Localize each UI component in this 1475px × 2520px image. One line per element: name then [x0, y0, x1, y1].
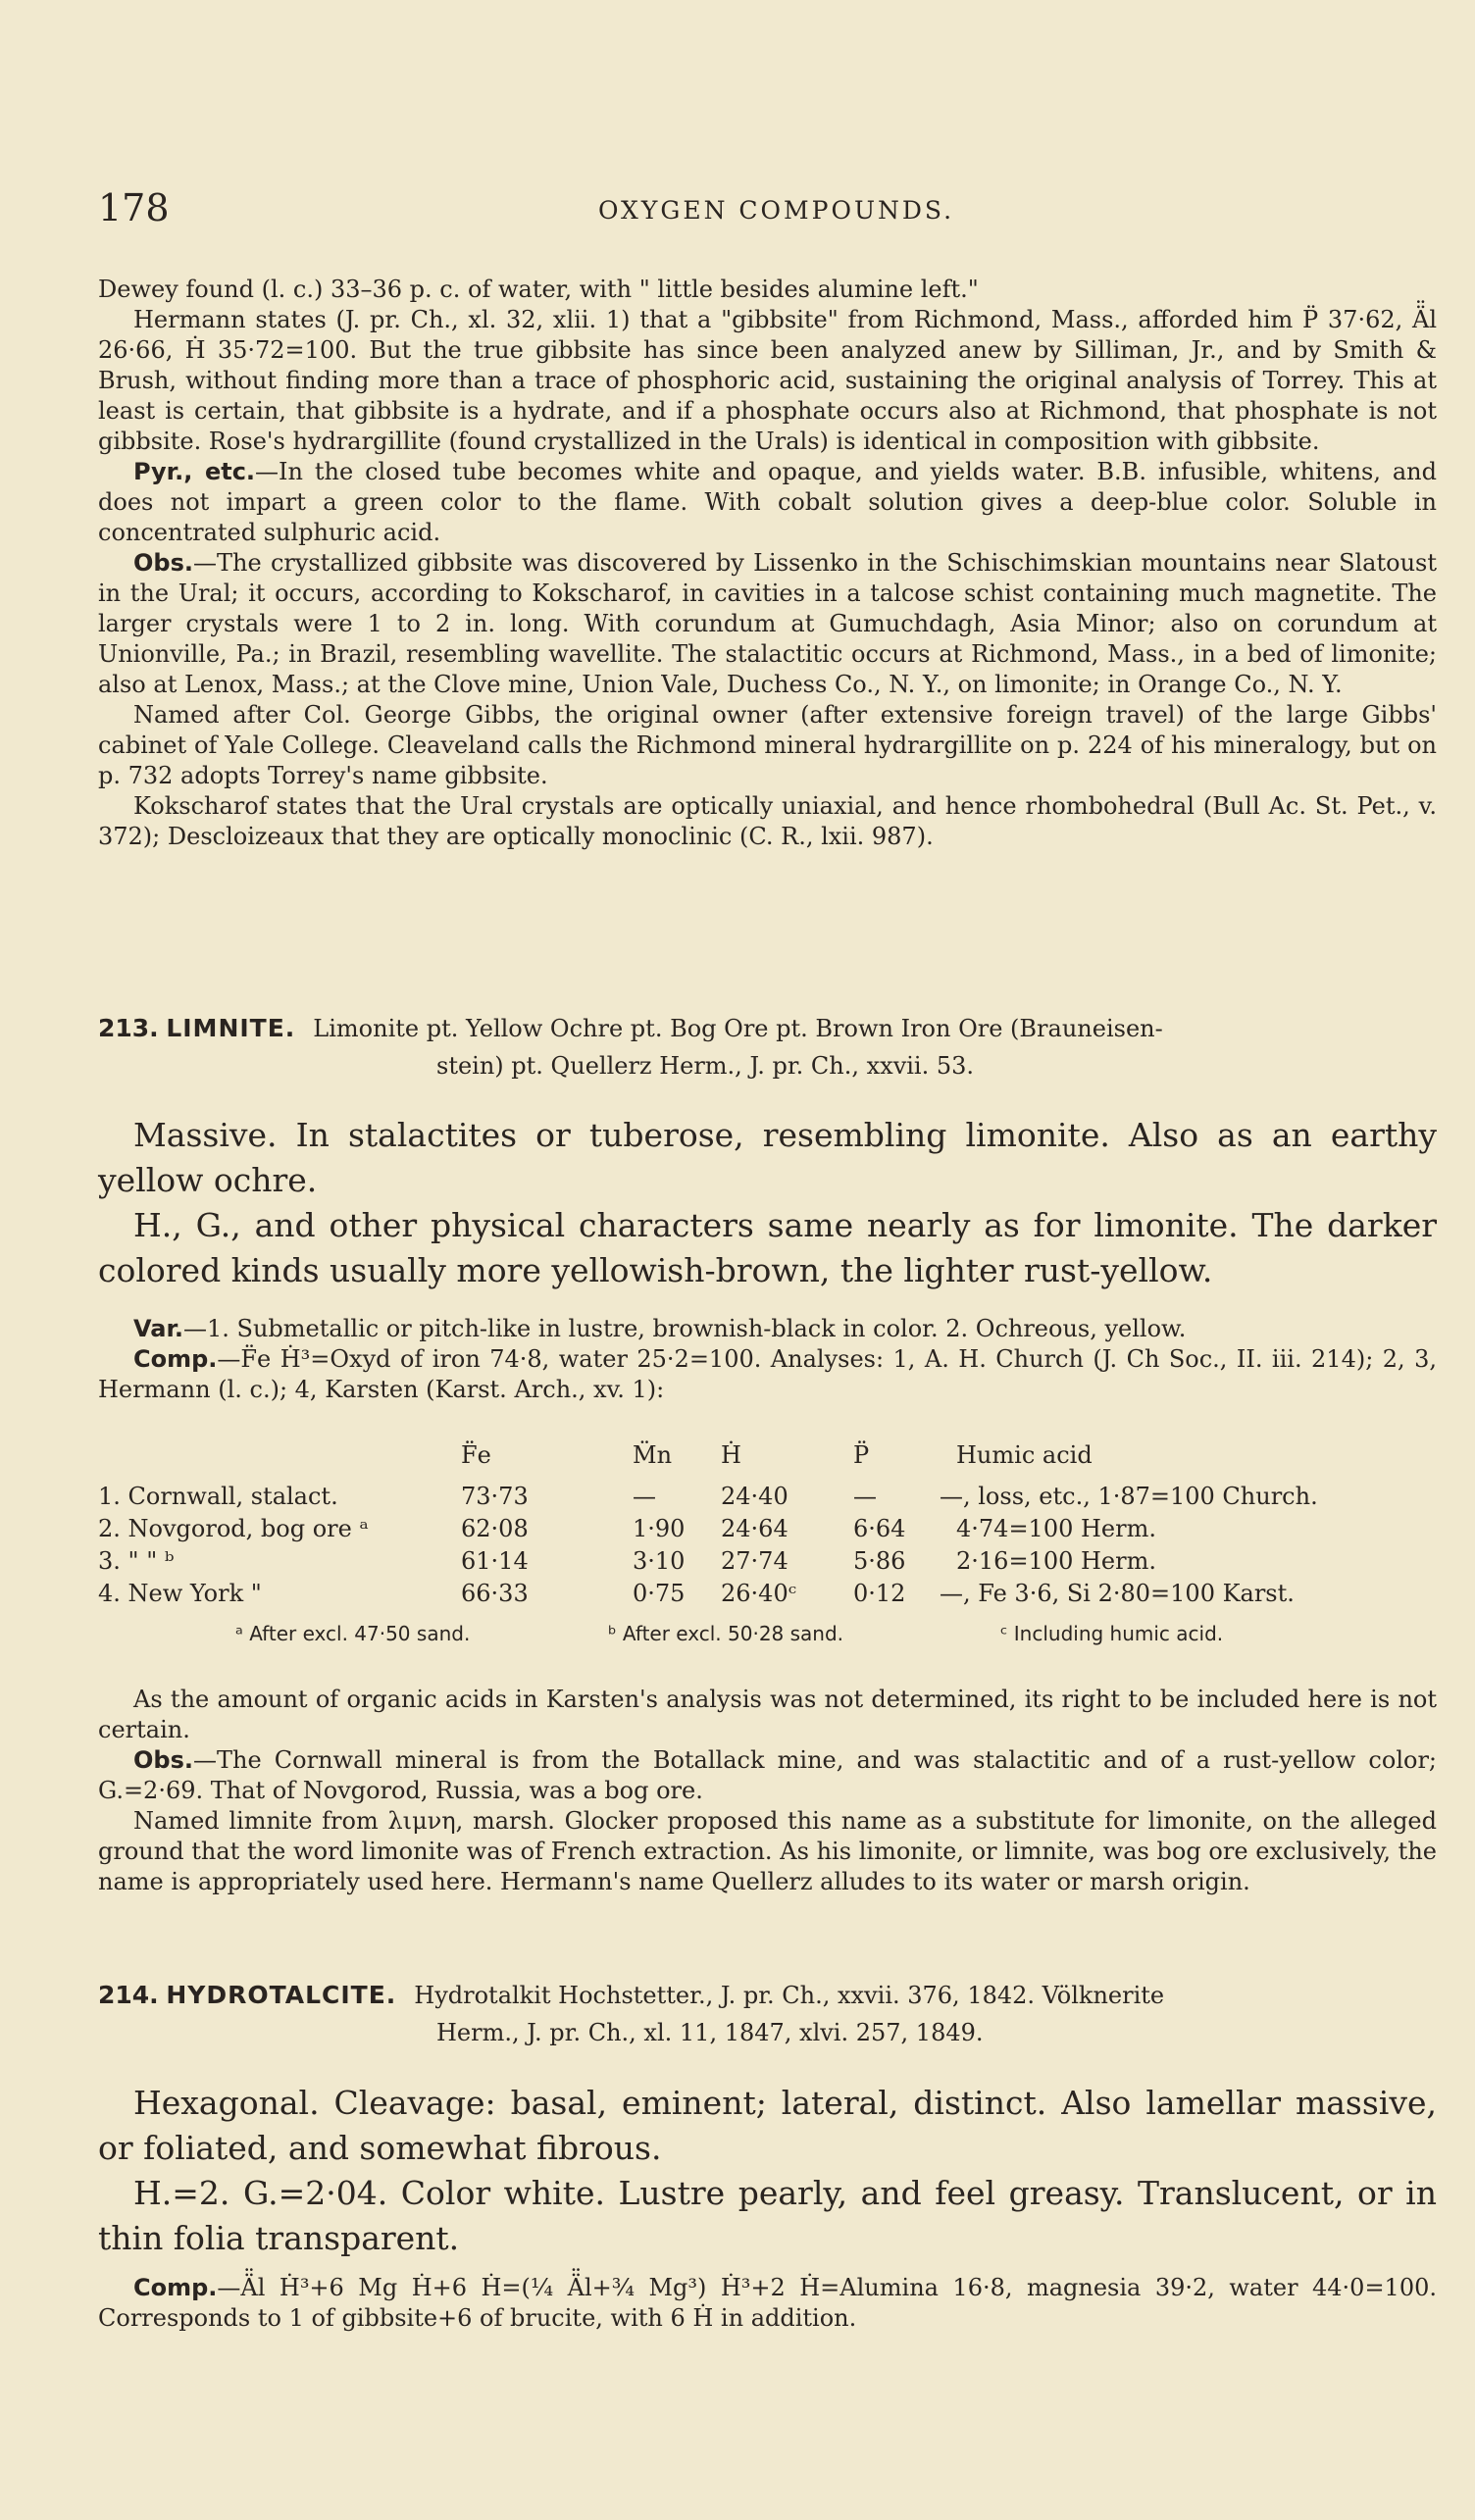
- column-header: P̈: [853, 1441, 870, 1469]
- table-header-row: [98, 1441, 1451, 1483]
- paragraph-named-after: Named after Col. George Gibbs, the original owner (after extensive foreign travel) of the large Gibbs' cabinet of Yale College. Cleaveland calls the Richmond mineral hydrargillite on p. 224 of his mineralogy, but on p. 732 adopts Torrey's name gibbsite.: [98, 701, 1437, 789]
- table-row: [98, 1483, 1451, 1515]
- table-cell: 2·16=100 Herm.: [956, 1547, 1156, 1575]
- entry-heading-hydrotalcite: [98, 1977, 1442, 2051]
- section-text: —1. Submetallic or pitch-like in lustre, brownish-black in color. 2. Ochreous, yellow.: [183, 1315, 1187, 1342]
- row-label: 3. " " ᵇ: [98, 1547, 175, 1575]
- table-cell: 27·74: [721, 1547, 788, 1575]
- paragraph-organic-acids: As the amount of organic acids in Karsten's analysis was not determined, its right to be included here is not certain.: [98, 1686, 1437, 1743]
- description-paragraph: H., G., and other physical characters same nearly as for limonite. The darker colored kinds usually more yellowish-brown, the lighter rust-yellow.: [98, 1206, 1437, 1289]
- section-text: —F̈e Ḣ³=Oxyd of iron 74·8, water 25·2=100. Analyses: 1, A. H. Church (J. Ch Soc., II. iii. 214); 2, 3, Hermann (l. c.); 4, Karsten (Karst. Arch., xv. 1):: [98, 1345, 1437, 1403]
- section-lead: Comp.: [133, 1345, 218, 1373]
- table-cell: 6·64: [853, 1515, 906, 1542]
- entry-number: 214.: [98, 1981, 159, 2009]
- paragraph-hermann: Hermann states (J. pr. Ch., xl. 32, xlii. 1) that a "gibbsite" from Richmond, Mass., afforded him P̈ 37·62, Ä̈l 26·66, Ḣ 35·72=100. But the true gibbsite has since been analyzed anew by Silliman, Jr., and by Smith & Brush, without finding more than a trace of phosphoric acid, sustaining the original analysis of Torrey. This at least is certain, that gibbsite is a hydrate, and if a phosphate occurs also at Richmond, that phosphate is not gibbsite. Rose's hydrargillite (found crystallized in the Urals) is identical in composition with gibbsite.: [98, 306, 1437, 455]
- table-cell: —: [853, 1483, 877, 1510]
- table-cell: 62·08: [461, 1515, 529, 1542]
- table-row: [98, 1580, 1451, 1612]
- description-paragraph: Massive. In stalactites or tuberose, resembling limonite. Also as an earthy yellow ochre.: [98, 1116, 1437, 1199]
- paragraph-observations: [98, 1745, 1437, 1806]
- section-text: —In the closed tube becomes white and opaque, and yields water. B.B. infusible, whitens, and does not impart a green color to the flame. With cobalt solution gives a deep-blue color. Soluble in concentrated sulphuric acid.: [98, 458, 1437, 546]
- analyses-table: [98, 1441, 1451, 1661]
- page-header: [98, 186, 1422, 235]
- table-cell: 1·90: [633, 1515, 686, 1542]
- section-text: —Ä̈l Ḣ³+6 Mg Ḣ+6 Ḣ=(¼ Ä̈l+¾ Mg³) Ḣ³+2 Ḣ=Alumina 16·8, magnesia 39·2, water 44·0=100. Corresponds to 1 of gibbsite+6 of brucite, with 6 Ḣ in addition.: [98, 2274, 1437, 2332]
- table-cell: —: [633, 1483, 656, 1510]
- table-cell: 24·40: [721, 1483, 788, 1510]
- section-lead: Obs.: [133, 1746, 193, 1774]
- column-header: F̈e: [461, 1441, 491, 1469]
- row-label: 4. New York ": [98, 1580, 262, 1607]
- paragraph-kokscharof: Kokscharof states that the Ural crystals are optically uniaxial, and hence rhombohedral (Bull Ac. St. Pet., v. 372); Descloizeaux that they are optically monoclinic (C. R., lxii. 987).: [98, 792, 1437, 850]
- column-header: Humic acid: [956, 1441, 1093, 1469]
- table-cell: 24·64: [721, 1515, 788, 1542]
- footnote: ᵇ After excl. 50·28 sand.: [608, 1622, 844, 1645]
- table-footnotes: [98, 1622, 1451, 1661]
- entry-heading-limnite: [98, 1010, 1442, 1084]
- section-lead: Pyr., etc.: [133, 458, 256, 485]
- table-cell: 5·86: [853, 1547, 906, 1575]
- table-cell: —, Fe 3·6, Si 2·80=100 Karst.: [940, 1580, 1295, 1607]
- gibbsite-continuation: [98, 275, 1437, 852]
- section-lead: Var.: [133, 1315, 183, 1342]
- entry-number: 213.: [98, 1014, 159, 1042]
- table-cell: —, loss, etc., 1·87=100 Church.: [940, 1483, 1318, 1510]
- paragraph-named: Named limnite from λιμνη, marsh. Glocker proposed this name as a substitute for limonite, on the alleged ground that the word limonite was of French extraction. As his limonite, or limnite, was bog ore exclusively, the name is appropriately used here. Hermann's name Quellerz alludes to its water or marsh origin.: [98, 1807, 1437, 1895]
- section-text: —The Cornwall mineral is from the Botallack mine, and was stalactitic and of a rust-yellow color; G.=2·69. That of Novgorod, Russia, was a bog ore.: [98, 1746, 1437, 1804]
- table-cell: 66·33: [461, 1580, 529, 1607]
- entry-name: HYDROTALCITE.: [166, 1981, 397, 2009]
- entry-name: LIMNITE.: [166, 1014, 296, 1042]
- description-paragraph: H.=2. G.=2·04. Color white. Lustre pearly, and feel greasy. Translucent, or in thin folia transparent.: [98, 2174, 1437, 2257]
- table-cell: 26·40ᶜ: [721, 1580, 797, 1607]
- entry-synonyms-continued: stein) pt. Quellerz Herm., J. pr. Ch., xxvii. 53.: [436, 1052, 975, 1080]
- row-label: 2. Novgorod, bog ore ᵃ: [98, 1515, 369, 1542]
- section-lead: Comp.: [133, 2274, 218, 2301]
- page-number: 178: [98, 186, 170, 229]
- entry-synonyms: Hydrotalkit Hochstetter., J. pr. Ch., xxvii. 376, 1842. Völknerite: [414, 1982, 1165, 2009]
- paragraph-composition: [98, 2273, 1437, 2334]
- paragraph-dewey: Dewey found (l. c.) 33–36 p. c. of water, with " little besides alumine left.": [98, 276, 979, 303]
- paragraph-pyrognostics: [98, 457, 1437, 548]
- table-row: [98, 1547, 1451, 1580]
- table-cell: 3·10: [633, 1547, 686, 1575]
- row-label: 1. Cornwall, stalact.: [98, 1483, 338, 1510]
- limnite-description: [98, 1113, 1437, 1293]
- hydrotalcite-composition: [98, 2273, 1437, 2334]
- column-header: M̈n: [633, 1441, 673, 1469]
- entry-synonyms: Limonite pt. Yellow Ochre pt. Bog Ore pt. Brown Iron Ore (Brauneisen-: [313, 1015, 1163, 1042]
- paragraph-observations: [98, 548, 1437, 700]
- table-cell: 61·14: [461, 1547, 529, 1575]
- footnote: ᵃ After excl. 47·50 sand.: [235, 1622, 471, 1645]
- table-cell: 4·74=100 Herm.: [956, 1515, 1156, 1542]
- entry-synonyms-continued: Herm., J. pr. Ch., xl. 11, 1847, xlvi. 257, 1849.: [436, 2019, 984, 2046]
- section-lead: Obs.: [133, 549, 193, 577]
- paragraph-composition: [98, 1344, 1437, 1405]
- footnote: ᶜ Including humic acid.: [1000, 1622, 1224, 1645]
- table-cell: 73·73: [461, 1483, 529, 1510]
- column-header: Ḣ: [721, 1441, 741, 1469]
- table-cell: 0·75: [633, 1580, 686, 1607]
- section-text: —The crystallized gibbsite was discovered by Lissenko in the Schischimskian mountains near Slatoust in the Ural; it occurs, according to Kokscharof, in cavities in a talcose schist containing much magnetite. The larger crystals were 1 to 2 in. long. With corundum at Gumuchdagh, Asia Minor; also on corundum at Unionville, Pa.; in Brazil, resembling wavellite. The stalactitic occurs at Richmond, Mass., in a bed of limonite; also at Lenox, Mass.; at the Clove mine, Union Vale, Duchess Co., N. Y., on limonite; in Orange Co., N. Y.: [98, 549, 1437, 698]
- running-head: OXYGEN COMPOUNDS.: [598, 196, 955, 225]
- table-row: [98, 1515, 1451, 1547]
- description-paragraph: Hexagonal. Cleavage: basal, eminent; lateral, distinct. Also lamellar massive, or foliated, and somewhat fibrous.: [98, 2084, 1437, 2167]
- limnite-remarks: [98, 1685, 1437, 1897]
- hydrotalcite-description: [98, 2081, 1437, 2261]
- table-cell: 0·12: [853, 1580, 906, 1607]
- limnite-var-comp: [98, 1314, 1437, 1405]
- paragraph-varieties: [98, 1314, 1437, 1344]
